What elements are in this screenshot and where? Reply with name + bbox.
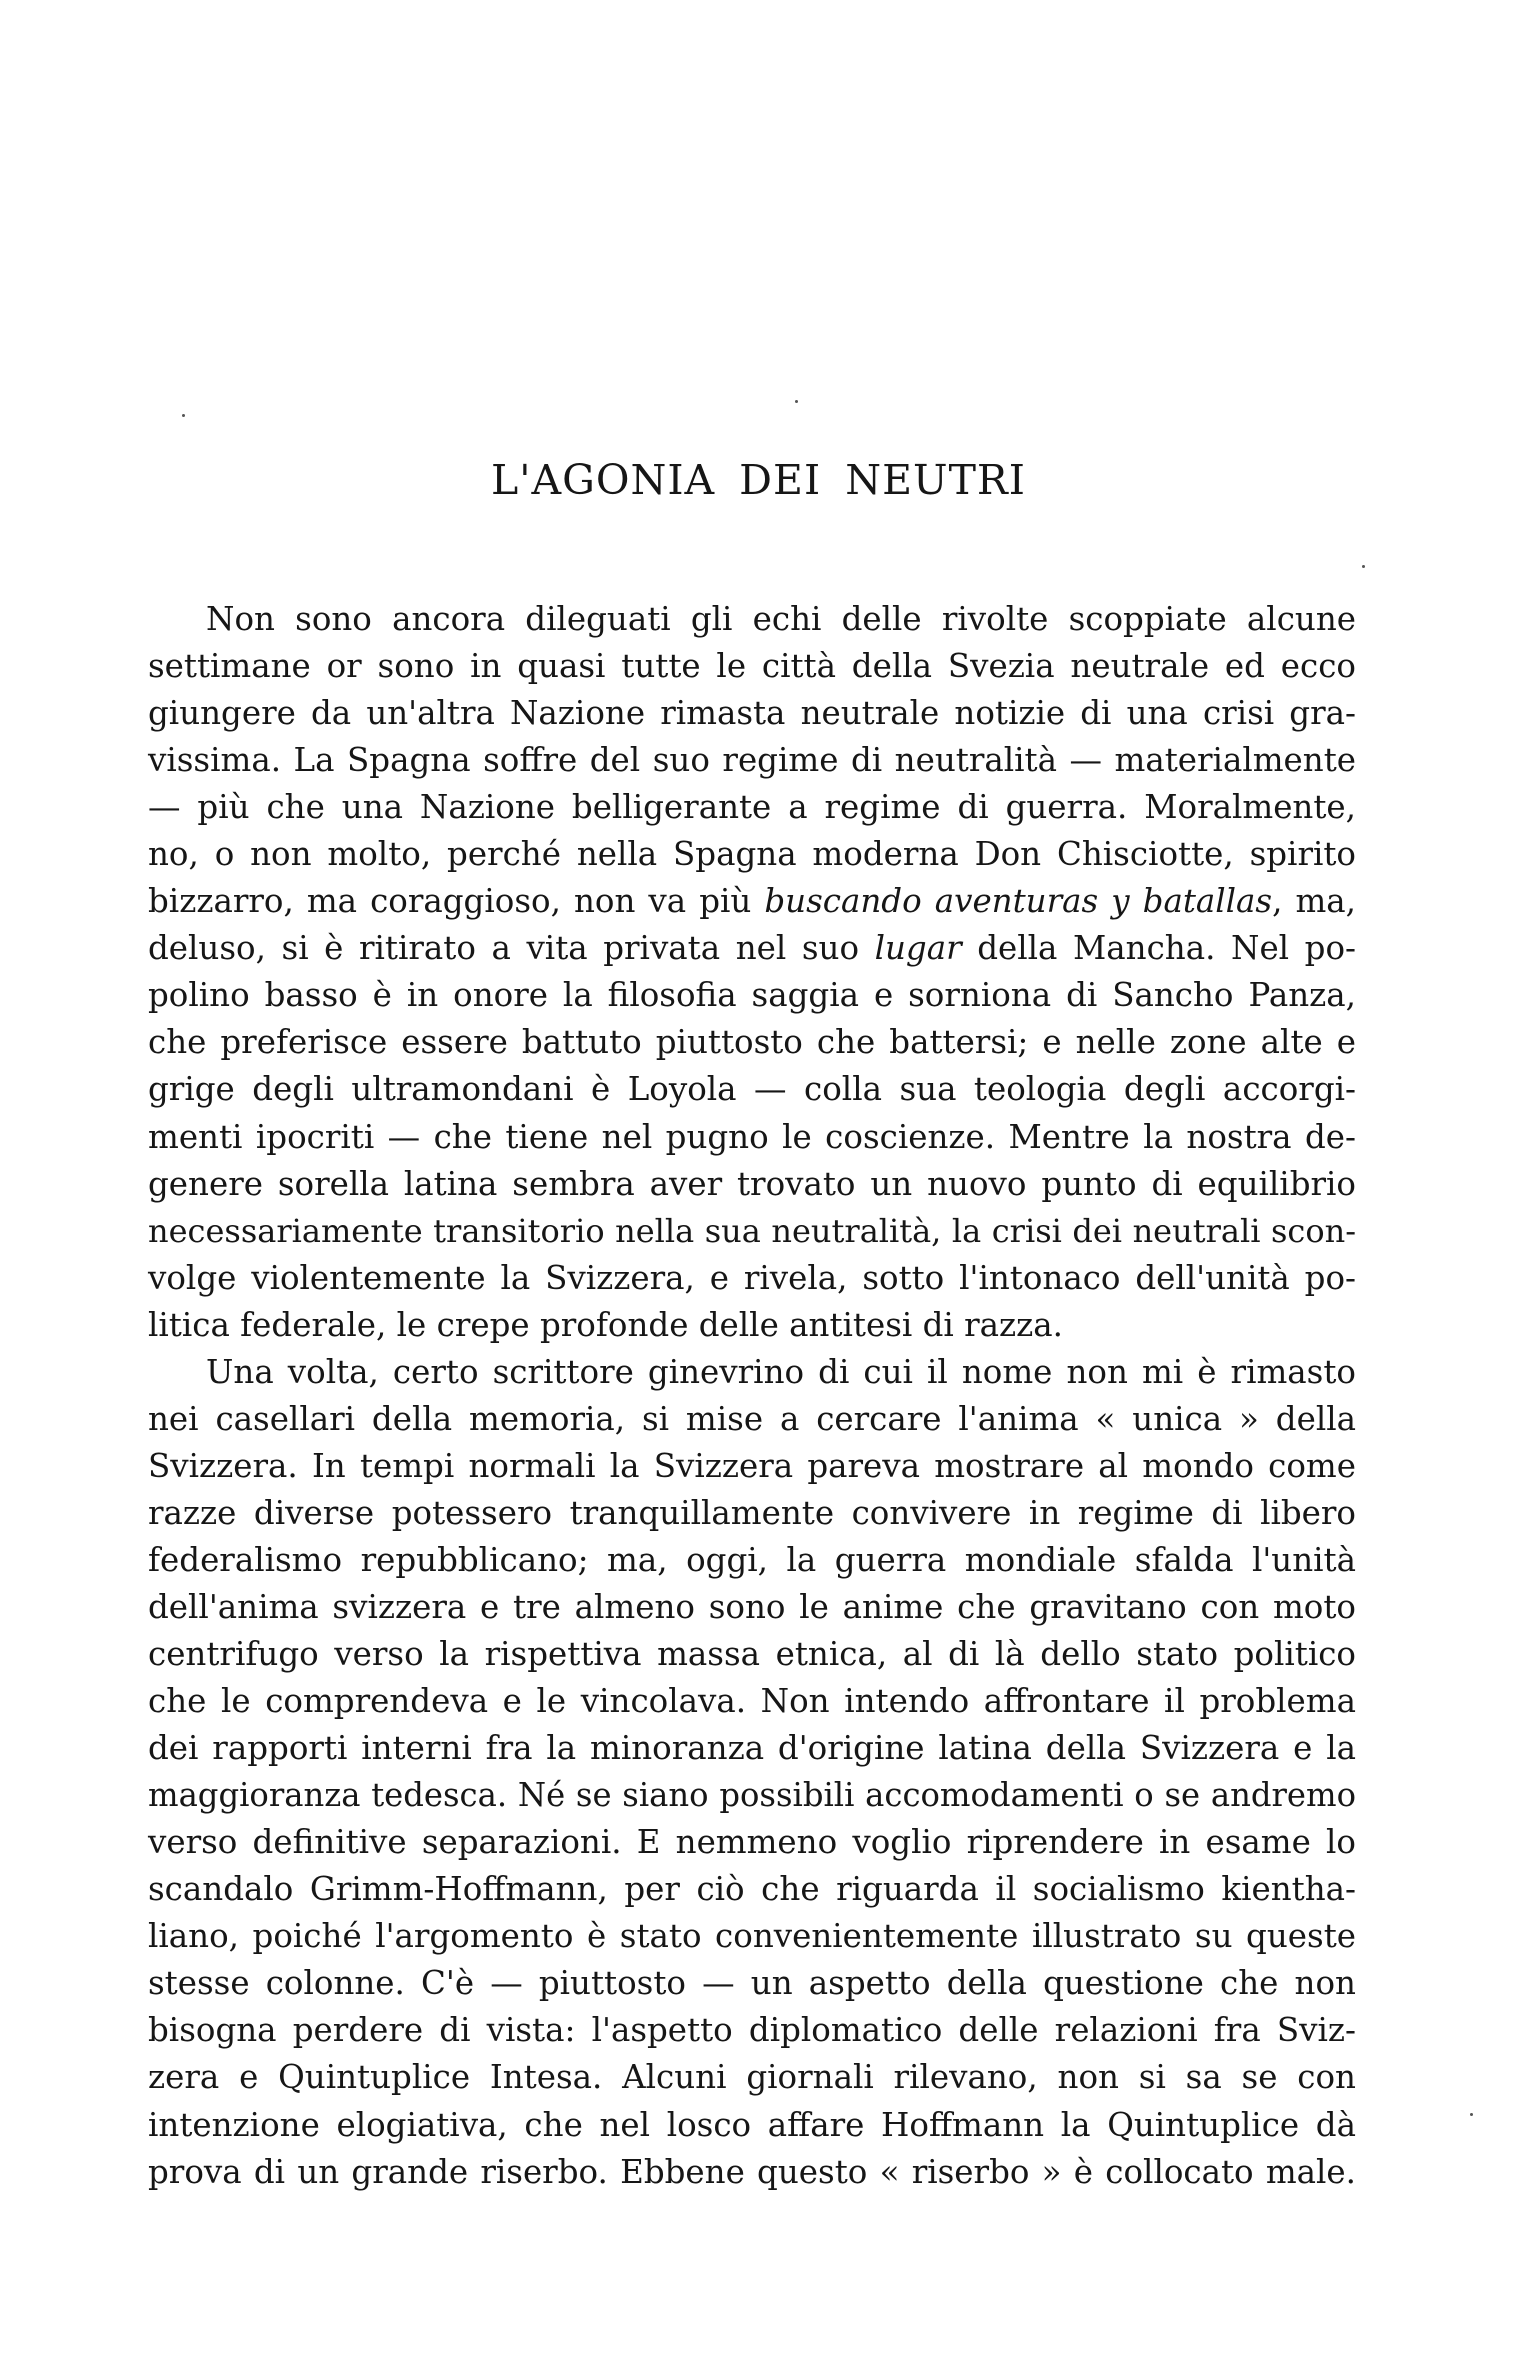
text-line [148,878,1356,925]
text-line: vissima. La Spagna soffre del suo regime di neutralità — materialmente [148,741,1356,780]
text-line: centrifugo verso la rispettiva massa etnica, al di là dello stato politico [148,1635,1356,1674]
scan-speck [1362,565,1365,568]
text-line: polino basso è in onore la filosofia saggia e sorniona di Sancho Panza, [148,976,1356,1015]
text-segment: bizzarro, ma coraggioso, non va più [148,882,765,921]
scan-speck [182,414,185,417]
text-line: nei casellari della memoria, si mise a cercare l'anima « unica » della [148,1399,1356,1438]
text-line: liano, poiché l'argomento è stato convenientemente illustrato su queste [148,1917,1356,1956]
text-line: razze diverse potessero tranquillamente convivere in regime di libero [148,1493,1356,1532]
text-line: Non sono ancora dileguati gli echi delle rivolte scoppiate alcune [206,600,1356,638]
text-segment: della Mancha. Nel po- [961,929,1357,968]
scan-speck [1470,2113,1473,2116]
italic-phrase: buscando aventuras y batallas [764,882,1273,921]
text-line: che le comprendeva e le vincolava. Non intendo affrontare il problema [148,1682,1356,1721]
text-line: maggioranza tedesca. Né se siano possibili accomodamenti o se andremo [148,1776,1356,1815]
text-line: che preferisce essere battuto piuttosto che battersi; e nelle zone alte e [148,1023,1356,1062]
text-line: dell'anima svizzera e tre almeno sono le anime che gravitano con moto [148,1587,1356,1626]
text-line: giungere da un'altra Nazione rimasta neutrale notizie di una crisi gra- [148,694,1356,733]
text-line: scandalo Grimm-Hoffmann, per ciò che riguarda il socialismo kientha- [148,1870,1356,1909]
text-line: bisogna perdere di vista: l'aspetto diplomatico delle relazioni fra Sviz- [148,2011,1356,2050]
text-segment: deluso, si è ritirato a vita privata nel suo [148,929,875,968]
text-line: stesse colonne. C'è — piuttosto — un aspetto della questione che non [148,1964,1356,2003]
article-body [148,596,1356,2196]
text-segment: , ma, [1272,882,1357,921]
text-line: necessariamente transitorio nella sua neutralità, la crisi dei neutrali scon- [148,1211,1356,1250]
text-line: dei rapporti interni fra la minoranza d'origine latina della Svizzera e la [148,1729,1356,1768]
text-line: Una volta, certo scrittore ginevrino di cui il nome non mi è rimasto [206,1352,1356,1391]
text-line: zera e Quintuplice Intesa. Alcuni giornali rilevano, non si sa se con [148,2058,1356,2097]
text-line: intenzione elogiativa, che nel losco affare Hoffmann la Quintuplice dà [148,2105,1356,2144]
text-line: no, o non molto, perché nella Spagna moderna Don Chisciotte, spirito [148,835,1356,874]
scan-speck [795,400,798,403]
text-line: menti ipocriti — che tiene nel pugno le coscienze. Mentre la nostra de- [148,1117,1356,1156]
text-line: — più che una Nazione belligerante a regime di guerra. Moralmente, [148,788,1356,827]
text-line: prova di un grande riserbo. Ebbene questo « riserbo » è collocato male. [148,2152,1356,2191]
text-line: settimane or sono in quasi tutte le città della Svezia neutrale ed ecco [148,647,1356,686]
text-line: verso definitive separazioni. E nemmeno voglio riprendere in esame lo [148,1823,1356,1862]
text-line: grige degli ultramondani è Loyola — colla sua teologia degli accorgi- [148,1070,1356,1109]
text-line: Svizzera. In tempi normali la Svizzera pareva mostrare al mondo come [148,1446,1356,1485]
text-line [148,925,1356,972]
italic-phrase: lugar [874,929,962,968]
text-line: federalismo repubblicano; ma, oggi, la guerra mondiale sfalda l'unità [148,1540,1356,1579]
text-line: genere sorella latina sembra aver trovato un nuovo punto di equilibrio [148,1164,1356,1203]
text-line: volge violentemente la Svizzera, e rivela, sotto l'intonaco dell'unità po- [148,1258,1356,1297]
text-line: litica federale, le crepe profonde delle antitesi di razza. [148,1305,1063,1344]
article-title: L'AGONIA DEI NEUTRI [491,456,1026,504]
